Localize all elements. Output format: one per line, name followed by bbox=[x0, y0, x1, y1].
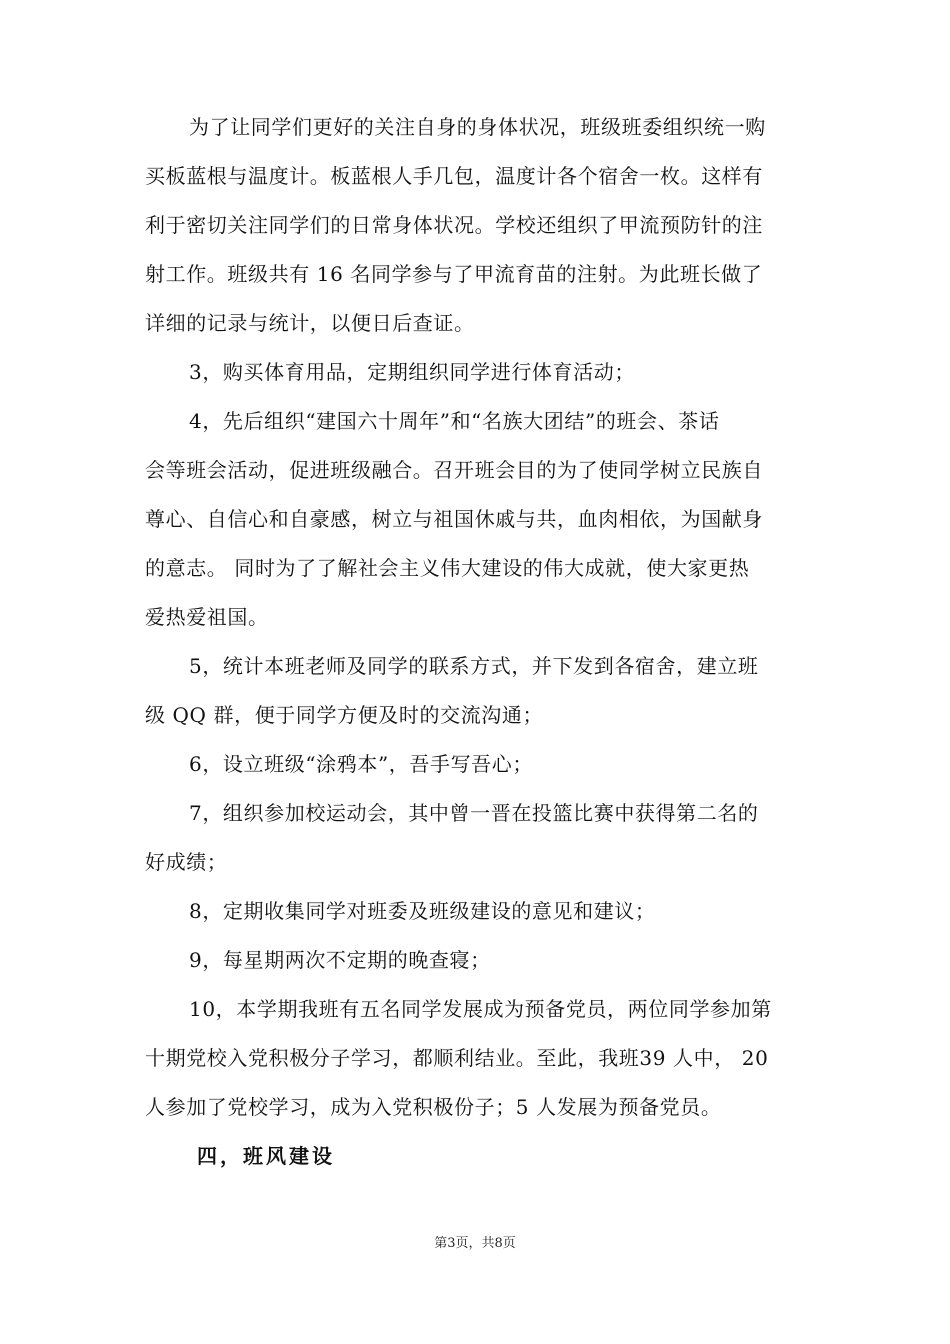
text-line: 9，每星期两次不定期的晚查寝； bbox=[189, 948, 491, 972]
page-footer: 第3页，共8页 bbox=[434, 1236, 516, 1251]
text-line: 射工作。班级共有 16 名同学参与了甲流育苗的注射。为此班长做了 bbox=[145, 262, 763, 286]
paragraph bbox=[145, 103, 815, 348]
text-line: 4，先后组织“建国六十周年”和“名族大团结”的班会、茶话 bbox=[189, 409, 720, 433]
text-line: 详细的记录与统计，以便日后查证。 bbox=[145, 311, 475, 335]
text-line: 6，设立班级“涂鸦本”，吾手写吾心； bbox=[189, 752, 533, 776]
paragraph bbox=[145, 936, 815, 985]
text-line: 8，定期收集同学对班委及班级建设的意见和建议； bbox=[189, 899, 656, 923]
text-line: 级 QQ 群，便于同学方便及时的交流沟通； bbox=[145, 703, 544, 727]
text-line: 7，组织参加校运动会，其中曾一晋在投篮比赛中获得第二名的 bbox=[189, 801, 759, 825]
text-line: 买板蓝根与温度计。板蓝根人手几包，温度计各个宿舍一枚。这样有 bbox=[145, 164, 763, 188]
text-line: 爱热爱祖国。 bbox=[145, 605, 269, 629]
paragraph bbox=[145, 348, 815, 397]
text-line: 为了让同学们更好的关注自身的身体状况，班级班委组织统一购 bbox=[189, 115, 766, 139]
text-line: 5，统计本班老师及同学的联系方式，并下发到各宿舍，建立班 bbox=[189, 654, 759, 678]
paragraph bbox=[145, 789, 815, 887]
paragraph bbox=[145, 397, 815, 642]
paragraph bbox=[145, 985, 815, 1132]
paragraph bbox=[145, 740, 815, 789]
text-line: 3，购买体育用品，定期组织同学进行体育活动； bbox=[189, 360, 635, 384]
text-line: 会等班会活动，促进班级融合。召开班会目的为了使同学树立民族自 bbox=[145, 458, 763, 482]
text-line: 尊心、自信心和自豪感，树立与祖国休戚与共，血肉相依，为国献身 bbox=[145, 507, 763, 531]
text-line: 好成绩； bbox=[145, 850, 228, 874]
text-line: 10，本学期我班有五名同学发展成为预备党员，两位同学参加第 bbox=[189, 997, 772, 1021]
paragraph bbox=[145, 887, 815, 936]
text-line: 人参加了党校学习，成为入党积极份子；5 人发展为预备党员。 bbox=[145, 1095, 722, 1119]
section-heading: 四，班风建设 bbox=[197, 1144, 335, 1168]
paragraph bbox=[145, 642, 815, 740]
text-line: 利于密切关注同学们的日常身体状况。学校还组织了甲流预防针的注 bbox=[145, 213, 763, 237]
document-body bbox=[145, 103, 815, 1181]
text-line: 十期党校入党积极分子学习，都顺利结业。至此，我班39 人中， 20 bbox=[145, 1046, 769, 1070]
text-line: 的意志。 同时为了了解社会主义伟大建设的伟大成就，使大家更热 bbox=[145, 556, 750, 580]
